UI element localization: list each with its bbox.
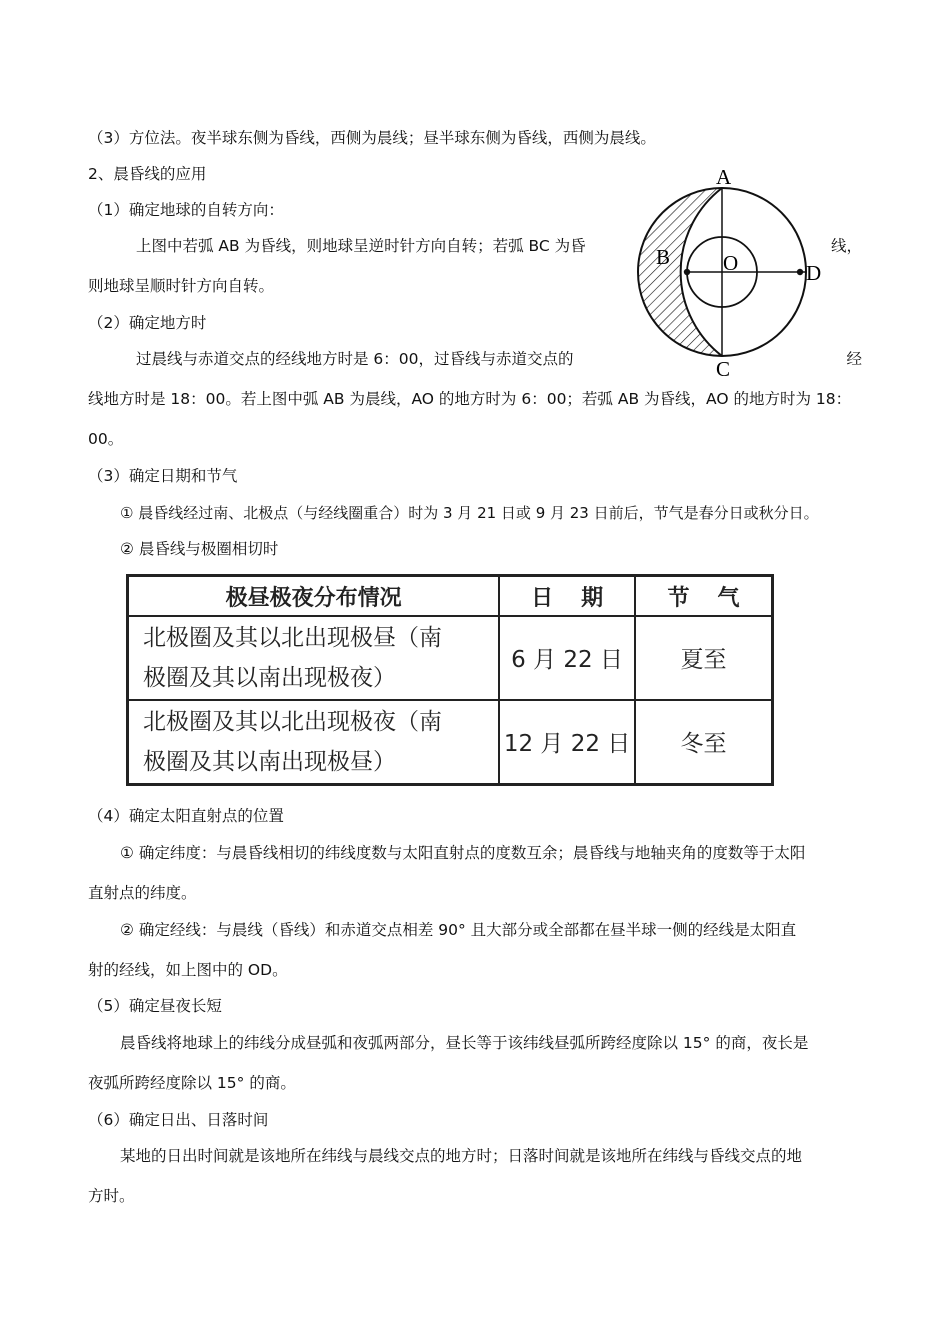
sub-2-body-line3: 00。: [88, 430, 124, 448]
sub-2-title: （2）确定地方时: [88, 314, 207, 332]
table-row: [128, 616, 773, 700]
sub-5-body-line2: 夜弧所跨经度除以 15° 的商。: [88, 1074, 296, 1092]
sub-1-body-end: 线，: [830, 237, 862, 255]
sub-2-body-start: 过晨线与赤道交点的经线地方时是 6：00，过昏线与赤道交点的: [136, 350, 574, 368]
header-date: 日期: [499, 576, 635, 617]
row-desc-line2: 极圈及其以南出现极昼）: [143, 748, 396, 775]
sub-5-body-line1: 晨昏线将地球上的纬线分成昼弧和夜弧两部分，昼长等于该纬线昼弧所跨经度除以 15° 的商，夜长是: [120, 1034, 809, 1052]
sub-6-title: （6）确定日出、日落时间: [88, 1111, 269, 1129]
row-desc-line1: 北极圈及其以北出现极昼（南: [143, 624, 442, 651]
sub-1-title: （1）确定地球的自转方向：: [88, 201, 284, 219]
section-2-heading: 2、晨昏线的应用: [88, 165, 207, 183]
table-row: [128, 700, 773, 785]
terminator-diagram: [630, 166, 830, 382]
sub-4-item1-line1: ① 确定纬度：与晨昏线相切的纬线度数与太阳直射点的度数互余；晨昏线与地轴夹角的度数等于太阳: [120, 844, 806, 862]
sub-3-item1: ① 晨昏线经过南、北极点（与经线圈重合）时为 3 月 21 日或 9 月 23 日前后，节气是春分日或秋分日。: [120, 504, 819, 522]
sub-2-body-end: 经: [846, 350, 862, 368]
row-desc-line1: 北极圈及其以北出现极夜（南: [143, 708, 442, 735]
row-date: 12 月 22 日: [499, 700, 635, 785]
sub-4-title: （4）确定太阳直射点的位置: [88, 807, 284, 825]
sub-2-body-line2: 线地方时是 18：00。若上图中弧 AB 为晨线，AO 的地方时为 6：00；若弧 AB 为昏线，AO 的地方时为 18：: [88, 390, 852, 408]
header-distribution: 极昼极夜分布情况: [128, 576, 500, 617]
sub-4-item2-line2: 射的经线，如上图中的 OD。: [88, 961, 288, 979]
sub-5-title: （5）确定昼夜长短: [88, 997, 222, 1015]
label-a: A: [716, 166, 732, 189]
point-b: [684, 269, 690, 275]
label-c: C: [716, 357, 731, 381]
label-o: O: [723, 251, 739, 275]
row-desc: [128, 616, 500, 700]
method-3-text: （3）方位法。夜半球东侧为昏线，西侧为晨线；昼半球东侧为昏线，西侧为晨线。: [88, 129, 656, 147]
row-date: 6 月 22 日: [499, 616, 635, 700]
sub-1-body-start: 上图中若弧 AB 为昏线，则地球呈逆时针方向自转；若弧 BC 为昏: [136, 237, 586, 255]
header-solar-term: 节气: [635, 576, 773, 617]
sub-3-title: （3）确定日期和节气: [88, 467, 238, 485]
row-term: 冬至: [635, 700, 773, 785]
table-header-row: [128, 576, 773, 617]
polar-day-night-table: [126, 574, 774, 786]
row-term: 夏至: [635, 616, 773, 700]
sub-4-item1-line2: 直射点的纬度。: [88, 884, 197, 902]
row-desc-line2: 极圈及其以南出现极夜）: [143, 664, 396, 691]
sub-6-body-line2: 方时。: [88, 1187, 135, 1205]
sub-3-item2: ② 晨昏线与极圈相切时: [120, 540, 279, 558]
sub-6-body-line1: 某地的日出时间就是该地所在纬线与晨线交点的地方时；日落时间就是该地所在纬线与昏线交点的地: [120, 1147, 803, 1165]
sub-1-body-line2: 则地球呈顺时针方向自转。: [88, 277, 275, 295]
sub-4-item2-line1: ② 确定经线：与晨线（昏线）和赤道交点相差 90° 且大部分或全部都在昼半球一侧的经线是太阳直: [120, 921, 797, 939]
label-b: B: [656, 245, 671, 269]
label-d: D: [806, 261, 822, 285]
point-d: [797, 269, 803, 275]
row-desc: [128, 700, 500, 785]
